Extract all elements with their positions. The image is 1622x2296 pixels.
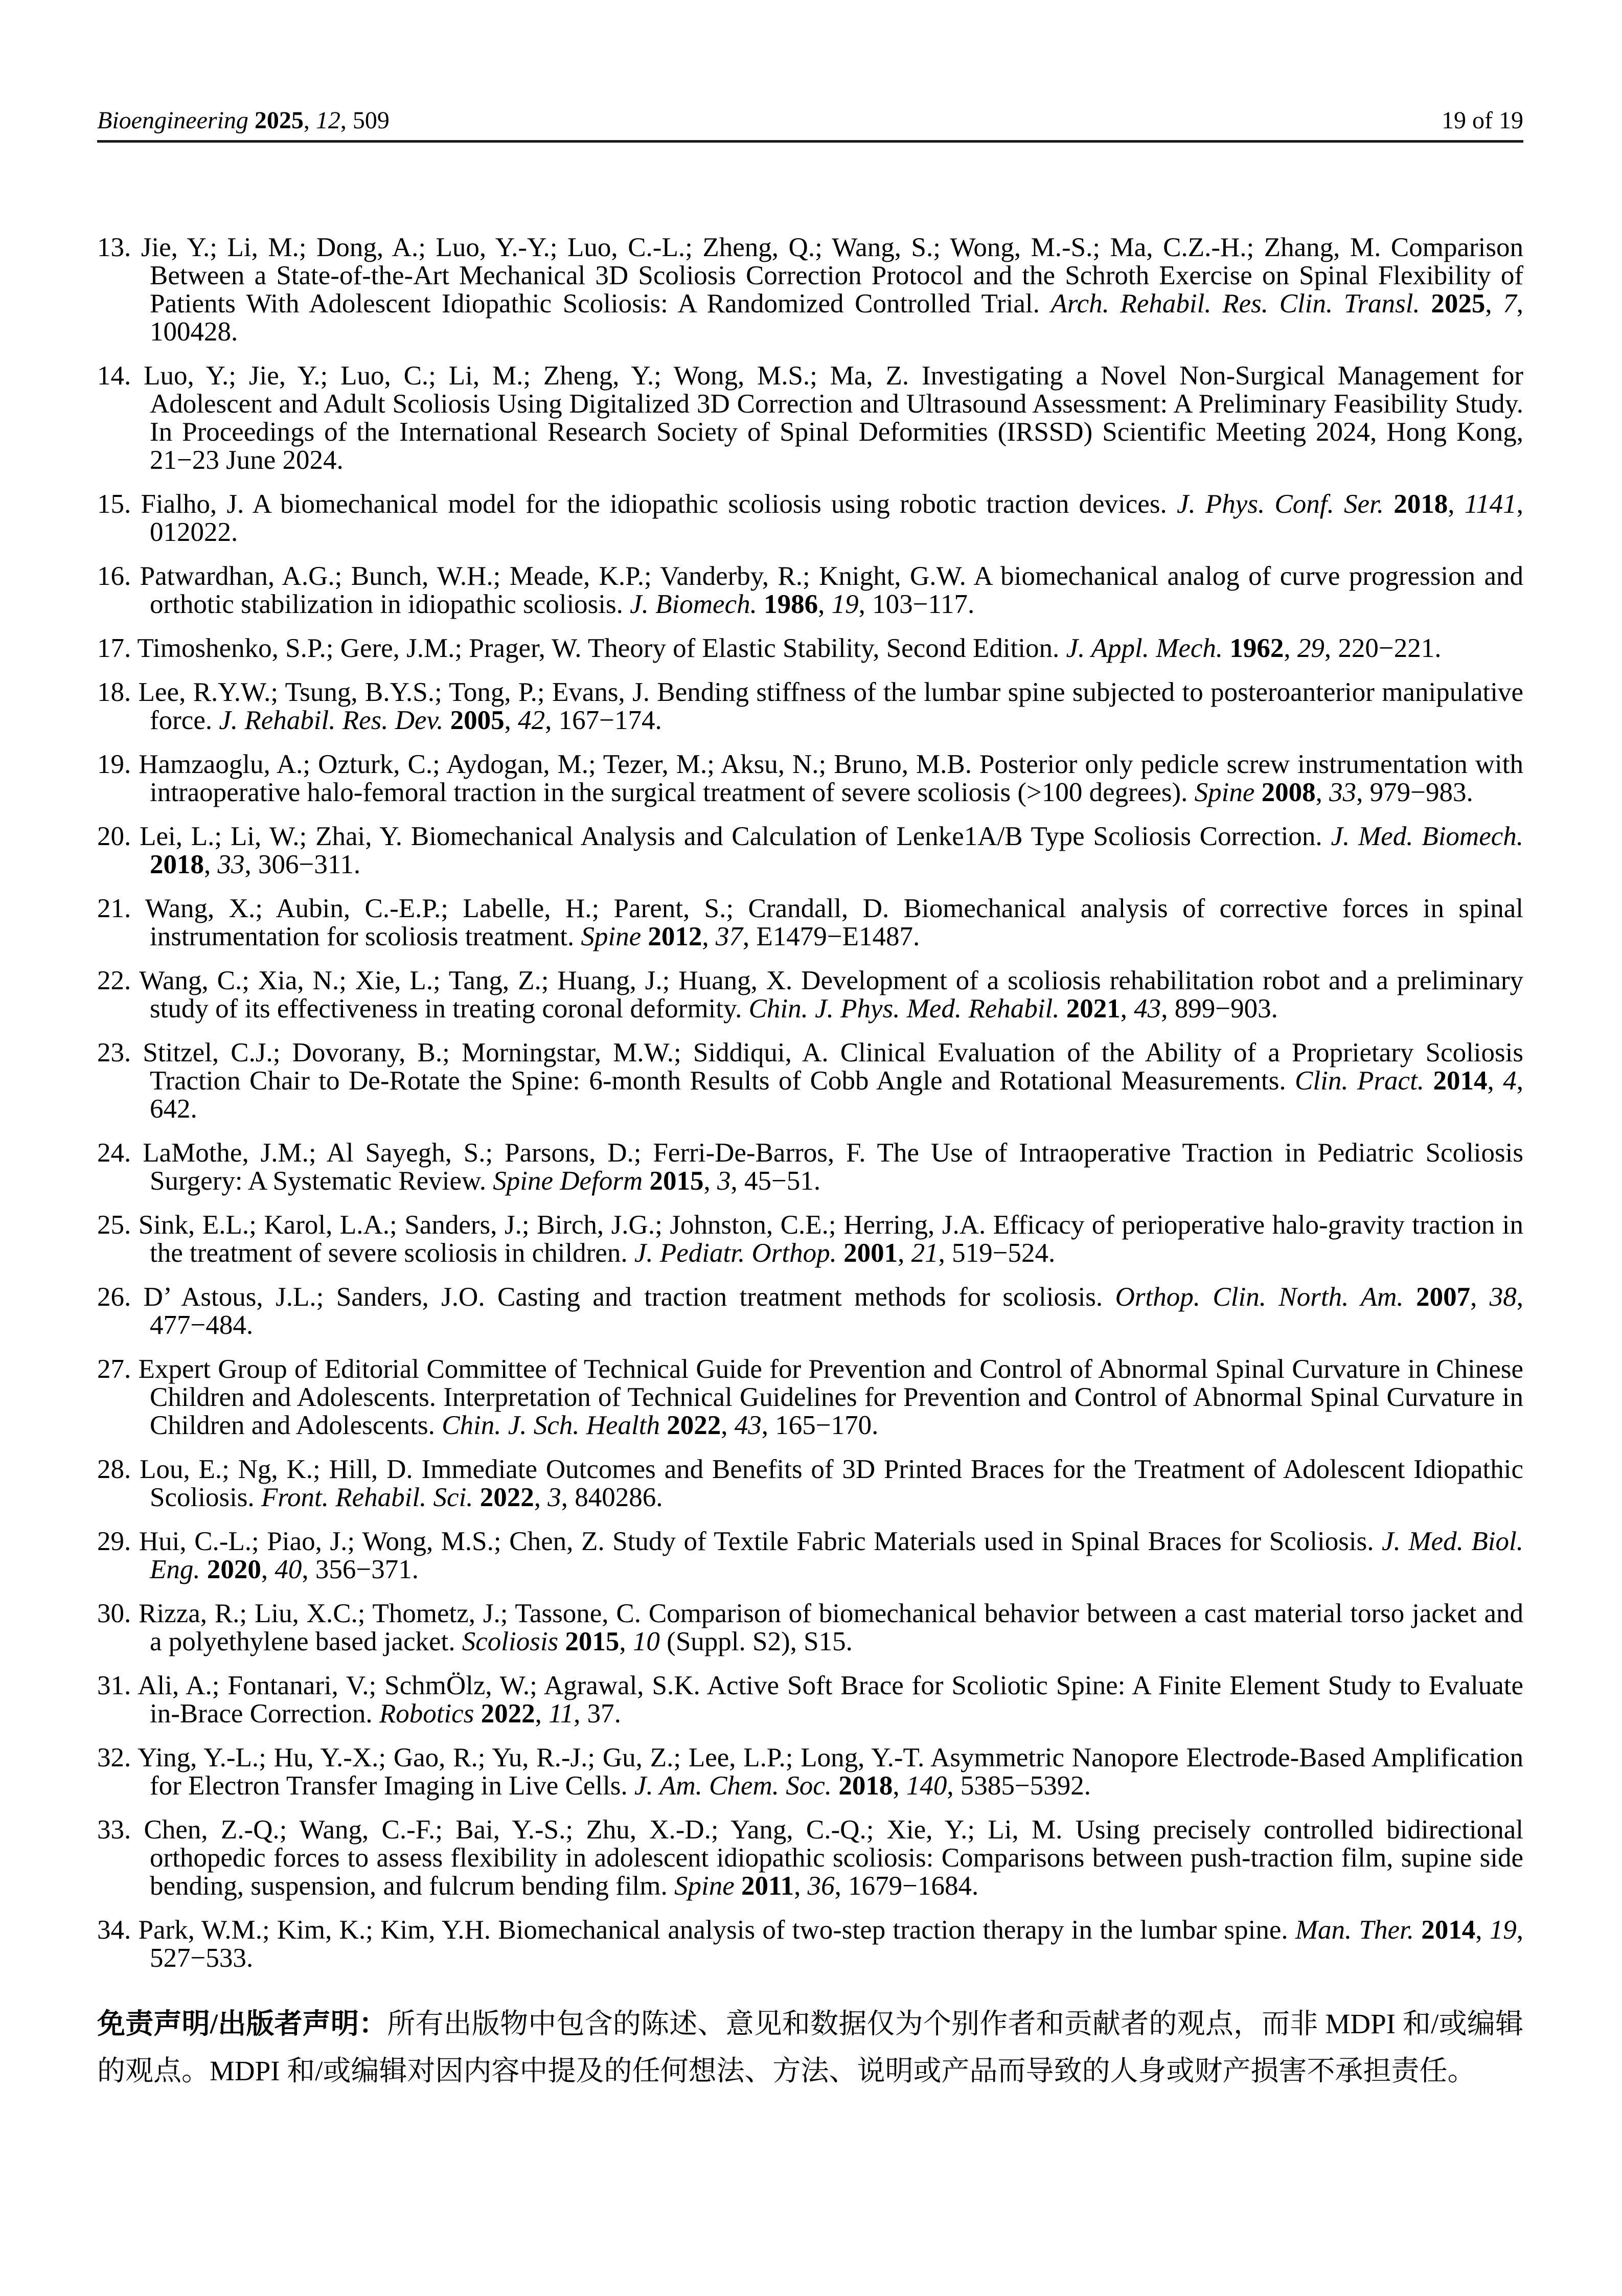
reference-item	[97, 1744, 1523, 1800]
reference-item	[97, 1528, 1523, 1584]
text-segment: 33	[1329, 778, 1357, 807]
text-segment: ,	[303, 107, 316, 134]
text-segment: 1962	[1229, 633, 1284, 663]
reference-number: 16.	[97, 561, 140, 591]
text-segment: ,	[534, 1483, 548, 1512]
text-segment: Chin. J. Phys. Med. Rehabil.	[748, 994, 1066, 1024]
text-segment: , 220−221.	[1324, 633, 1442, 663]
text-segment: 2022	[481, 1699, 535, 1729]
text-segment: 2020	[207, 1555, 261, 1584]
text-segment: 2022	[479, 1483, 534, 1512]
text-segment: 7	[1503, 289, 1517, 319]
text-segment: J. Biomech.	[630, 589, 764, 619]
reference-item	[97, 967, 1523, 1023]
text-segment: 2014	[1433, 1066, 1488, 1096]
text-segment: Fialho, J. A biomechanical model for the idiopathic scoliosis using robotic traction devices.	[141, 489, 1177, 519]
text-segment: , 103−117.	[858, 589, 975, 619]
text-segment: ,	[1315, 778, 1330, 807]
text-segment: Ali, A.; Fontanari, V.; SchmÖlz, W.; Agrawal, S.K. Active Soft Brace for Scoliotic Spine: A Finite Element Study to Evaluate in-Brace Correction.	[138, 1671, 1524, 1729]
text-segment: , 37.	[574, 1699, 621, 1729]
text-segment: Spine	[674, 1871, 741, 1901]
reference-item	[97, 562, 1523, 619]
text-segment: 29	[1297, 633, 1324, 663]
header-rule	[97, 140, 1523, 143]
text-segment: 37	[715, 922, 743, 951]
text-segment: Patwardhan, A.G.; Bunch, W.H.; Meade, K.P.; Vanderby, R.; Knight, G.W. A biomechanical analog of curve progression and orthotic stabilization in idiopathic scoliosis.	[140, 561, 1524, 619]
text-segment: 2005	[450, 706, 505, 735]
reference-item	[97, 1672, 1523, 1728]
reference-item	[97, 1600, 1523, 1656]
reference-item	[97, 678, 1523, 735]
text-segment: 3	[547, 1483, 561, 1512]
reference-item	[97, 1355, 1523, 1440]
text-segment: 3	[717, 1166, 731, 1196]
text-segment: ,	[893, 1771, 906, 1801]
reference-number: 24.	[97, 1138, 143, 1168]
text-segment: 2022	[667, 1411, 721, 1440]
text-segment: 40	[275, 1555, 302, 1584]
reference-number: 25.	[97, 1210, 139, 1240]
text-segment: 2001	[843, 1238, 898, 1268]
text-segment: ,	[702, 922, 716, 951]
reference-item	[97, 362, 1523, 474]
text-segment: Clin. Pract.	[1295, 1066, 1433, 1096]
text-segment: ,	[818, 589, 832, 619]
page-header	[97, 107, 1523, 134]
text-segment: Spine	[1194, 778, 1262, 807]
text-segment: J. Med. Biomech.	[1331, 822, 1524, 851]
text-segment: Wang, X.; Aubin, C.-E.P.; Labelle, H.; Parent, S.; Crandall, D. Biomechanical analysis of corrective forces in spinal instrumentation for scoliosis treatment.	[145, 894, 1523, 951]
reference-number: 14.	[97, 361, 144, 391]
text-segment: Sink, E.L.; Karol, L.A.; Sanders, J.; Birch, J.G.; Johnston, C.E.; Herring, J.A. Efficacy of perioperative halo-gravity traction in the treatment of severe scoliosis in children.	[138, 1210, 1524, 1268]
text-segment: , 899−903.	[1161, 994, 1278, 1024]
text-segment: 10	[632, 1627, 660, 1656]
text-segment: , 012022.	[150, 489, 1524, 547]
disclaimer-label: 免责声明/出版者声明：	[97, 2008, 387, 2039]
reference-number: 27.	[97, 1354, 139, 1384]
text-segment: Park, W.M.; Kim, K.; Kim, Y.H. Biomechanical analysis of two-step traction therapy in the lumbar spine.	[138, 1915, 1295, 1945]
text-segment: Rizza, R.; Liu, X.C.; Thometz, J.; Tassone, C. Comparison of biomechanical behavior between a cast material torso jacket and a polyethylene based jacket.	[139, 1599, 1523, 1656]
text-segment: , 165−170.	[761, 1411, 879, 1440]
text-segment: , 979−983.	[1356, 778, 1473, 807]
text-segment: ,	[703, 1166, 717, 1196]
reference-number: 17.	[97, 633, 138, 663]
text-segment: , 45−51.	[730, 1166, 821, 1196]
reference-item	[97, 490, 1523, 547]
text-segment: D’ Astous, J.L.; Sanders, J.O. Casting and traction treatment methods for scoliosis.	[143, 1282, 1115, 1312]
text-segment: Jie, Y.; Li, M.; Dong, A.; Luo, Y.-Y.; Luo, C.-L.; Zheng, Q.; Wang, S.; Wong, M.-S.; Ma, C.Z.-H.; Zhang, M. Comparison Between a State-of-the-Art Mechanical 3D Scoliosis Correction Protocol and the Schroth Exercise on Spinal Flexibility of Patients With Adolescent Idiopathic Scoliosis: A Randomized Controlled Trial.	[141, 233, 1523, 319]
text-segment: ,	[1485, 289, 1503, 319]
text-segment: Spine Deform	[493, 1166, 650, 1196]
text-segment: Orthop. Clin. North. Am.	[1115, 1282, 1417, 1312]
reference-number: 13.	[97, 233, 141, 262]
reference-number: 22.	[97, 966, 140, 995]
text-segment: , 840286.	[561, 1483, 663, 1512]
references-list	[97, 234, 1523, 1972]
text-segment: Arch. Rehabil. Res. Clin. Transl.	[1050, 289, 1431, 319]
text-segment: 21	[911, 1238, 939, 1268]
disclaimer	[97, 2001, 1523, 2095]
text-segment: Stitzel, C.J.; Dovorany, B.; Morningstar, M.W.; Siddiqui, A. Clinical Evaluation of the Ability of a Proprietary Scoliosis Traction Chair to De-Rotate the Spine: 6-month Results of Cobb Angle and Rotational Measurements.	[143, 1038, 1523, 1096]
text-segment: ,	[504, 706, 518, 735]
text-segment: 2018	[150, 850, 204, 879]
text-segment: 2021	[1066, 994, 1121, 1024]
reference-number: 30.	[97, 1599, 139, 1628]
text-segment: 2018	[1393, 489, 1448, 519]
text-segment: 42	[518, 706, 545, 735]
text-segment: Front. Rehabil. Sci.	[261, 1483, 480, 1512]
text-segment: ,	[1470, 1282, 1490, 1312]
text-segment: , 100428.	[150, 289, 1523, 347]
reference-item	[97, 234, 1523, 346]
text-segment: ,	[898, 1238, 911, 1268]
text-segment: ,	[794, 1871, 808, 1901]
reference-item	[97, 1816, 1523, 1900]
text-segment: 2015	[565, 1627, 620, 1656]
reference-number: 34.	[97, 1915, 139, 1945]
text-segment: J. Appl. Mech.	[1066, 633, 1230, 663]
reference-number: 20.	[97, 822, 140, 851]
text-segment: 2007	[1416, 1282, 1471, 1312]
text-segment: , 519−524.	[938, 1238, 1056, 1268]
text-segment: 2015	[649, 1166, 704, 1196]
text-segment: 140	[906, 1771, 947, 1801]
text-segment: Luo, Y.; Jie, Y.; Luo, C.; Li, M.; Zheng, Y.; Wong, M.S.; Ma, Z. Investigating a Novel Non-Surgical Management for Adolescent and Adult Scoliosis Using Digitalized 3D Correction and Ultrasound Assessment: A Preliminary Feasibility Study. In Proceedings of the International Research Society of Spinal Deformities (IRSSD) Scientific Meeting 2024, Hong Kong, 21−23 June 2024.	[144, 361, 1524, 475]
reference-item	[97, 1916, 1523, 1972]
text-segment: ,	[204, 850, 218, 879]
text-segment: , 477−484.	[150, 1282, 1524, 1340]
text-segment: , 5385−5392.	[947, 1771, 1091, 1801]
text-segment: , 509	[340, 107, 390, 134]
text-segment: Scoliosis	[462, 1627, 565, 1656]
reference-item	[97, 895, 1523, 951]
text-segment: Ying, Y.-L.; Hu, Y.-X.; Gao, R.; Yu, R.-J.; Gu, Z.; Lee, L.P.; Long, Y.-T. Asymmetric Nanopore Electrode-Based Amplification for Electron Transfer Imaging in Live Cells.	[138, 1743, 1523, 1801]
text-segment: 2025	[254, 107, 304, 134]
text-segment: ,	[1475, 1915, 1490, 1945]
reference-number: 26.	[97, 1282, 144, 1312]
reference-number: 33.	[97, 1815, 144, 1845]
text-segment: 33	[217, 850, 245, 879]
reference-number: 19.	[97, 749, 139, 779]
text-segment: 11	[549, 1699, 574, 1729]
text-segment: (Suppl. S2), S15.	[659, 1627, 853, 1656]
text-segment: , 306−311.	[244, 850, 361, 879]
disclaimer-text: 所有出版物中包含的陈述、意见和数据仅为个别作者和贡献者的观点，而非 MDPI 和/或编辑的观点。MDPI 和/或编辑对因内容中提及的任何想法、方法、说明或产品而导致的人身或财产损害不承担责任。	[97, 2008, 1523, 2086]
reference-item	[97, 1456, 1523, 1512]
text-segment: Chen, Z.-Q.; Wang, C.-F.; Bai, Y.-S.; Zhu, X.-D.; Yang, C.-Q.; Xie, Y.; Li, M. Using precisely controlled bidirectional orthopedic forces to assess flexibility in adolescent idiopathic scoliosis: Comparisons between push-traction film, supine side bending, suspension, and fulcrum bending film.	[144, 1815, 1524, 1901]
text-segment: Hamzaoglu, A.; Ozturk, C.; Aydogan, M.; Tezer, M.; Aksu, N.; Bruno, M.B. Posterior only pedicle screw instrumentation with intraoperative halo-femoral traction in the surgical treatment of severe scoliosis (>100 degrees).	[139, 749, 1524, 807]
text-segment: ,	[1448, 489, 1465, 519]
text-segment: ,	[1487, 1066, 1503, 1096]
text-segment: J. Pediatr. Orthop.	[634, 1238, 844, 1268]
text-segment: , E1479−E1487.	[742, 922, 920, 951]
text-segment: 2018	[838, 1771, 893, 1801]
text-segment: 1141	[1464, 489, 1517, 519]
text-segment: ,	[619, 1627, 633, 1656]
text-segment: , 1679−1684.	[834, 1871, 979, 1901]
reference-number: 15.	[97, 489, 141, 519]
text-segment: ,	[721, 1411, 735, 1440]
text-segment: J. Phys. Conf. Ser.	[1176, 489, 1394, 519]
text-segment: 2011	[741, 1871, 794, 1901]
text-segment: Lei, L.; Li, W.; Zhai, Y. Biomechanical Analysis and Calculation of Lenke1A/B Type Scoliosis Correction.	[140, 822, 1331, 851]
reference-item	[97, 1283, 1523, 1339]
text-segment: 19	[831, 589, 859, 619]
text-segment: ,	[1120, 994, 1134, 1024]
text-segment: , 642.	[150, 1066, 1523, 1124]
text-segment: , 356−371.	[302, 1555, 419, 1584]
text-segment: , 527−533.	[150, 1915, 1524, 1973]
text-segment: ,	[261, 1555, 275, 1584]
reference-item	[97, 1139, 1523, 1195]
text-segment: J. Med. Biol. Eng.	[150, 1527, 1523, 1584]
reference-number: 23.	[97, 1038, 143, 1067]
text-segment: Spine	[581, 922, 648, 951]
reference-number: 29.	[97, 1527, 139, 1556]
reference-item	[97, 1211, 1523, 1267]
reference-number: 21.	[97, 894, 145, 923]
reference-item	[97, 1039, 1523, 1123]
reference-number: 31.	[97, 1671, 138, 1700]
text-segment: J. Rehabil. Res. Dev.	[219, 706, 450, 735]
text-segment: , 167−174.	[545, 706, 662, 735]
text-segment: 38	[1489, 1282, 1517, 1312]
reference-item	[97, 751, 1523, 807]
reference-number: 18.	[97, 677, 139, 707]
reference-number: 32.	[97, 1743, 138, 1772]
text-segment: 43	[1134, 994, 1161, 1024]
text-segment: ,	[535, 1699, 549, 1729]
text-segment: ,	[1284, 633, 1297, 663]
text-segment: Bioengineering	[97, 107, 255, 134]
text-segment: 2014	[1421, 1915, 1476, 1945]
text-segment: Expert Group of Editorial Committee of Technical Guide for Prevention and Control of Abnormal Spinal Curvature in Chinese Children and Adolescents. Interpretation of Technical Guidelines for Prevention and Control of Abnormal Spinal Curvature in Children and Adolescents.	[138, 1354, 1524, 1440]
text-segment: 2012	[648, 922, 702, 951]
text-segment: Wang, C.; Xia, N.; Xie, L.; Tang, Z.; Huang, J.; Huang, X. Development of a scoliosis rehabilitation robot and a preliminary study of its effectiveness in treating coronal deformity.	[139, 966, 1523, 1024]
reference-item	[97, 823, 1523, 879]
text-segment: Chin. J. Sch. Health	[442, 1411, 667, 1440]
text-segment: Lee, R.Y.W.; Tsung, B.Y.S.; Tong, P.; Evans, J. Bending stiffness of the lumbar spine subjected to posteroanterior manipulative force.	[138, 677, 1523, 735]
text-segment: J. Am. Chem. Soc.	[634, 1771, 839, 1801]
text-segment: Man. Ther.	[1295, 1915, 1422, 1945]
reference-number: 28.	[97, 1454, 140, 1484]
reference-item	[97, 634, 1523, 663]
text-segment: Timoshenko, S.P.; Gere, J.M.; Prager, W. Theory of Elastic Stability, Second Edition.	[137, 633, 1066, 663]
text-segment: 19	[1489, 1915, 1517, 1945]
text-segment: LaMothe, J.M.; Al Sayegh, S.; Parsons, D.; Ferri-De-Barros, F. The Use of Intraoperative Traction in Pediatric Scoliosis Surgery: A Systematic Review.	[143, 1138, 1523, 1196]
text-segment: Hui, C.-L.; Piao, J.; Wong, M.S.; Chen, Z. Study of Textile Fabric Materials used in Spinal Braces for Scoliosis.	[139, 1527, 1382, 1556]
text-segment: 36	[807, 1871, 835, 1901]
text-segment: Robotics	[379, 1699, 481, 1729]
page-number: 19 of 19	[1442, 107, 1523, 134]
journal-citation	[97, 107, 390, 134]
text-segment: 2025	[1431, 289, 1486, 319]
text-segment: Lou, E.; Ng, K.; Hill, D. Immediate Outcomes and Benefits of 3D Printed Braces for the Treatment of Adolescent Idiopathic Scoliosis.	[140, 1454, 1524, 1512]
text-segment: 2008	[1261, 778, 1316, 807]
text-segment: 12	[315, 107, 340, 134]
text-segment: 1986	[764, 589, 818, 619]
text-segment: 4	[1503, 1066, 1517, 1096]
text-segment: 43	[734, 1411, 762, 1440]
